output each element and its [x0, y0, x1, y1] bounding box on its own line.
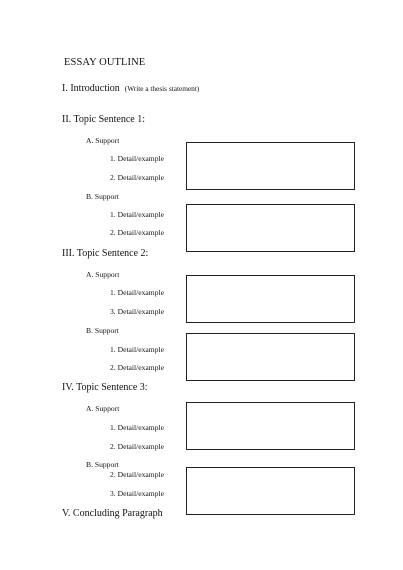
topic2-support-b-detail-2: 2. Detail/example — [110, 363, 164, 372]
topic-sentence-3-heading: IV. Topic Sentence 3: — [62, 382, 148, 393]
topic2-support-b: B. Support — [86, 326, 119, 335]
topic3-support-b-answer-box[interactable] — [186, 467, 355, 515]
topic2-support-a-detail-1: 1. Detail/example — [110, 288, 164, 297]
topic3-support-b-detail-2: 3. Detail/example — [110, 489, 164, 498]
topic-sentence-1-heading: II. Topic Sentence 1: — [62, 114, 145, 125]
topic2-support-a-detail-2: 3. Detail/example — [110, 307, 164, 316]
topic1-support-a-answer-box[interactable] — [186, 142, 355, 190]
topic1-support-b-detail-2: 2. Detail/example — [110, 228, 164, 237]
topic1-support-b-detail-1: 1. Detail/example — [110, 210, 164, 219]
topic2-support-b-detail-1: 1. Detail/example — [110, 345, 164, 354]
topic-sentence-2-heading: III. Topic Sentence 2: — [62, 248, 149, 259]
topic3-support-a-answer-box[interactable] — [186, 402, 355, 450]
topic2-support-a: A. Support — [86, 270, 120, 279]
topic2-support-a-answer-box[interactable] — [186, 275, 355, 323]
concluding-paragraph-heading: V. Concluding Paragraph — [62, 508, 163, 519]
topic1-support-b-answer-box[interactable] — [186, 204, 355, 252]
topic2-support-b-answer-box[interactable] — [186, 333, 355, 381]
topic3-support-b: B. Support — [86, 460, 119, 469]
introduction-heading — [62, 84, 199, 94]
topic1-support-b: B. Support — [86, 192, 119, 201]
topic1-support-a: A. Support — [86, 136, 120, 145]
topic3-support-a-detail-2: 2. Detail/example — [110, 442, 164, 451]
topic3-support-a: A. Support — [86, 404, 120, 413]
topic3-support-b-detail-1: 2. Detail/example — [110, 470, 164, 479]
topic1-support-a-detail-2: 2. Detail/example — [110, 173, 164, 182]
document-title: ESSAY OUTLINE — [64, 57, 146, 68]
introduction-label: I. Introduction — [62, 83, 120, 94]
topic3-support-a-detail-1: 1. Detail/example — [110, 423, 164, 432]
topic1-support-a-detail-1: 1. Detail/example — [110, 154, 164, 163]
thesis-note: (Write a thesis statement) — [124, 84, 200, 93]
